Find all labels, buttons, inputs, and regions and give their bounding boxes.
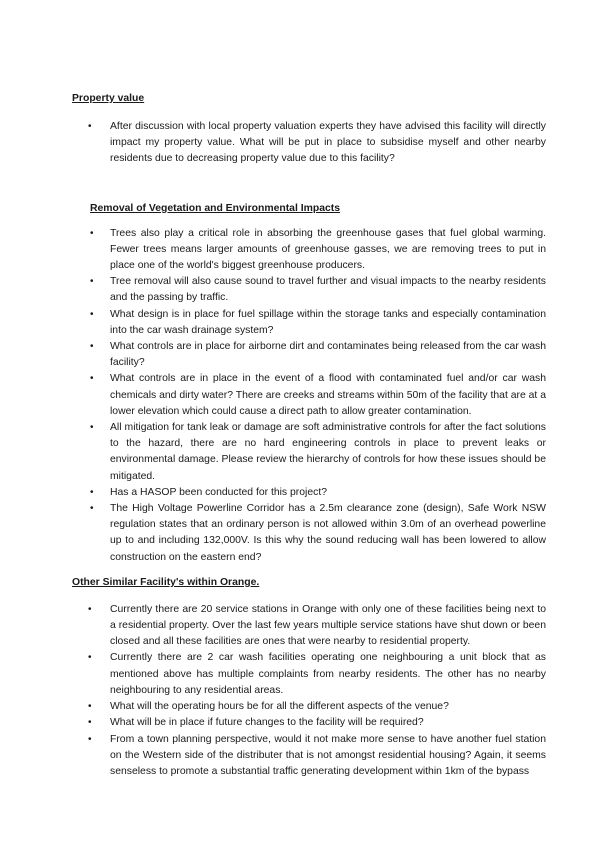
section-property-value xyxy=(72,92,546,168)
bullet-icon: • xyxy=(90,341,94,353)
list-item xyxy=(72,699,546,715)
section-heading: Removal of Vegetation and Environmental Impacts xyxy=(90,202,341,214)
bullet-icon: • xyxy=(90,227,94,239)
bullet-icon: • xyxy=(90,486,94,498)
list-item xyxy=(90,371,546,420)
list-item-text: Currently there are 20 service stations in Orange with only one of these facilities being next to a residential property. Over the last few years multiple service stations have shut down or been closed and all these facilities are ones that were nearby to residential property. xyxy=(110,603,546,648)
list-item xyxy=(90,226,546,275)
list-item-text: After discussion with local property valuation experts they have advised this facility will directly impact my property value. What will be put in place to subsidise myself and other nearby residents due to decreasing property value due to this facility? xyxy=(110,121,546,165)
list-item-text: Has a HASOP been conducted for this project? xyxy=(110,486,327,498)
bullet-icon: • xyxy=(88,603,92,615)
list-item-text: All mitigation for tank leak or damage are soft administrative controls for after the fact solutions to the hazard, there are no hard engineering controls in place to prevent leaks or environmental damage. Please review the hierarchy of controls for how these issues should be mitigated. xyxy=(110,422,546,482)
list-item xyxy=(90,274,546,306)
list-item-text: What controls are in place in the event of a flood with contaminated fuel and/or car wash chemicals and dirty water? There are creeks and streams within 50m of the facility that are at a lower elevation which could cause a direct path to allow greater contamination. xyxy=(110,373,546,417)
bullet-icon: • xyxy=(88,701,92,713)
list-item xyxy=(72,119,546,168)
list-item-text: What controls are in place for airborne dirt and contaminates being released from the car wash facility? xyxy=(110,341,546,369)
list-item-text: Trees also play a critical role in absorbing the greenhouse gases that fuel global warming. Fewer trees means larger amounts of greenhouse gasses, we are removing trees to put in place one of the world's biggest greenhouse producers. xyxy=(110,227,546,272)
list-item-text: What will be in place if future changes to the facility will be required? xyxy=(110,717,424,729)
bullet-icon: • xyxy=(88,121,92,132)
bullet-icon: • xyxy=(88,717,92,729)
bullet-list xyxy=(72,602,546,780)
bullet-icon: • xyxy=(90,503,94,515)
bullet-icon: • xyxy=(90,276,94,288)
section-heading: Other Similar Facility's within Orange. xyxy=(72,576,260,588)
list-item xyxy=(72,715,546,731)
bullet-icon: • xyxy=(88,733,92,745)
bullet-icon: • xyxy=(90,308,94,320)
list-item-text: The High Voltage Powerline Corridor has a 2.5m clearance zone (design), Safe Work NSW regulation states that an ordinary person is not allowed within 3.0m of an overhead powerline up to and including 132,000V. Is this why the sound reducing wall has been lowered to allow construction on the eastern end? xyxy=(110,503,546,563)
list-item-text: Currently there are 2 car wash facilities operating one neighbouring a unit block that as mentioned above has multiple complaints from nearby residents. The other has no nearby neighbouring to any residential areas. xyxy=(110,652,546,696)
list-item xyxy=(90,501,546,566)
list-item xyxy=(72,732,546,781)
list-item-text: What will the operating hours be for all the different aspects of the venue? xyxy=(110,701,449,713)
list-item xyxy=(90,339,546,371)
list-item xyxy=(72,602,546,651)
list-item-text: What design is in place for fuel spillage within the storage tanks and especially contamination into the car wash drainage system? xyxy=(110,308,546,336)
bullet-list xyxy=(72,119,546,168)
section-vegetation-environment xyxy=(72,202,546,566)
bullet-list xyxy=(90,226,546,566)
bullet-icon: • xyxy=(88,652,92,664)
list-item xyxy=(72,650,546,699)
list-item-text: From a town planning perspective, would it not make more sense to have another fuel station on the Western side of the distributer that is not amongst residential housing? Again, it seems senseless to promote a substantial traffic generating development within 1km of the bypass xyxy=(110,733,546,777)
list-item xyxy=(90,307,546,339)
list-item-text: Tree removal will also cause sound to travel further and visual impacts to the nearby residents and the passing by traffic. xyxy=(110,276,546,304)
bullet-icon: • xyxy=(90,373,94,385)
section-heading: Property value xyxy=(72,93,145,104)
list-item xyxy=(90,485,546,501)
list-item xyxy=(90,420,546,485)
section-similar-facilities xyxy=(72,576,546,780)
bullet-icon: • xyxy=(90,422,94,434)
